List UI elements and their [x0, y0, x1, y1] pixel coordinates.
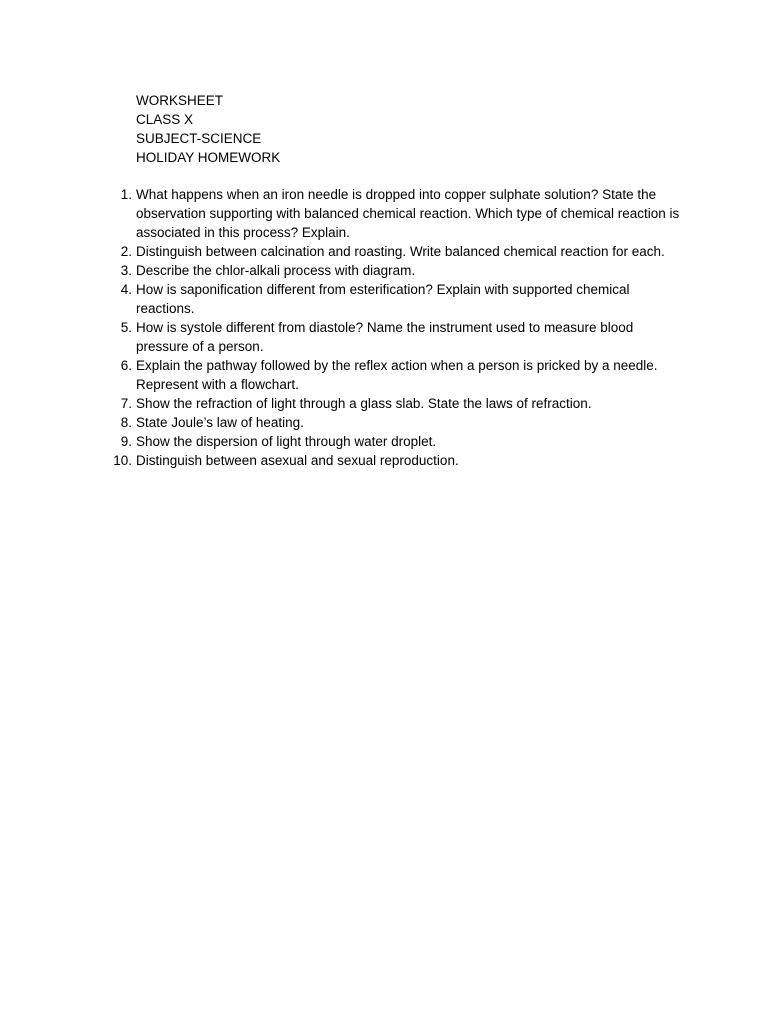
question-item — [108, 413, 686, 432]
question-text: Show the refraction of light through a glass slab. State the laws of refraction. — [136, 396, 592, 411]
question-number: 9. — [120, 434, 132, 449]
question-number: 3. — [120, 263, 132, 278]
question-number: 4. — [120, 282, 132, 297]
question-item — [108, 318, 686, 356]
question-text: Distinguish between asexual and sexual reproduction. — [136, 453, 459, 468]
question-item — [108, 432, 686, 451]
question-text: Show the dispersion of light through water droplet. — [136, 434, 437, 449]
question-number: 6. — [120, 358, 132, 373]
header-homework: HOLIDAY HOMEWORK — [136, 150, 281, 165]
question-item — [108, 451, 686, 470]
question-text: Describe the chlor-alkali process with diagram. — [136, 263, 416, 278]
question-number: 1. — [120, 187, 132, 202]
question-number: 2. — [120, 244, 132, 259]
question-number: 7. — [120, 396, 132, 411]
question-item — [108, 261, 686, 280]
question-item — [108, 185, 686, 242]
question-item — [108, 356, 686, 394]
question-number: 10. — [113, 453, 132, 468]
question-text: Distinguish between calcination and roasting. Write balanced chemical reaction for each. — [136, 244, 665, 259]
worksheet-header — [136, 91, 696, 167]
question-number: 5. — [120, 320, 132, 335]
question-number: 8. — [120, 415, 132, 430]
question-text: How is systole different from diastole? Name the instrument used to measure blood pressure of a person. — [136, 320, 634, 354]
question-text: State Joule’s law of heating. — [136, 415, 304, 430]
question-text: What happens when an iron needle is dropped into copper sulphate solution? State the observation supporting with balanced chemical reaction. Which type of chemical reaction is associated in this process? Explain. — [136, 187, 680, 240]
header-title: WORKSHEET — [136, 93, 224, 108]
header-subject: SUBJECT-SCIENCE — [136, 131, 262, 146]
question-text: Explain the pathway followed by the reflex action when a person is pricked by a needle. Represent with a flowchart. — [136, 358, 658, 392]
header-class: CLASS X — [136, 112, 194, 127]
question-item — [108, 280, 686, 318]
question-item — [108, 242, 686, 261]
question-text: How is saponification different from esterification? Explain with supported chemical reactions. — [136, 282, 630, 316]
question-item — [108, 394, 686, 413]
question-list — [108, 185, 686, 470]
